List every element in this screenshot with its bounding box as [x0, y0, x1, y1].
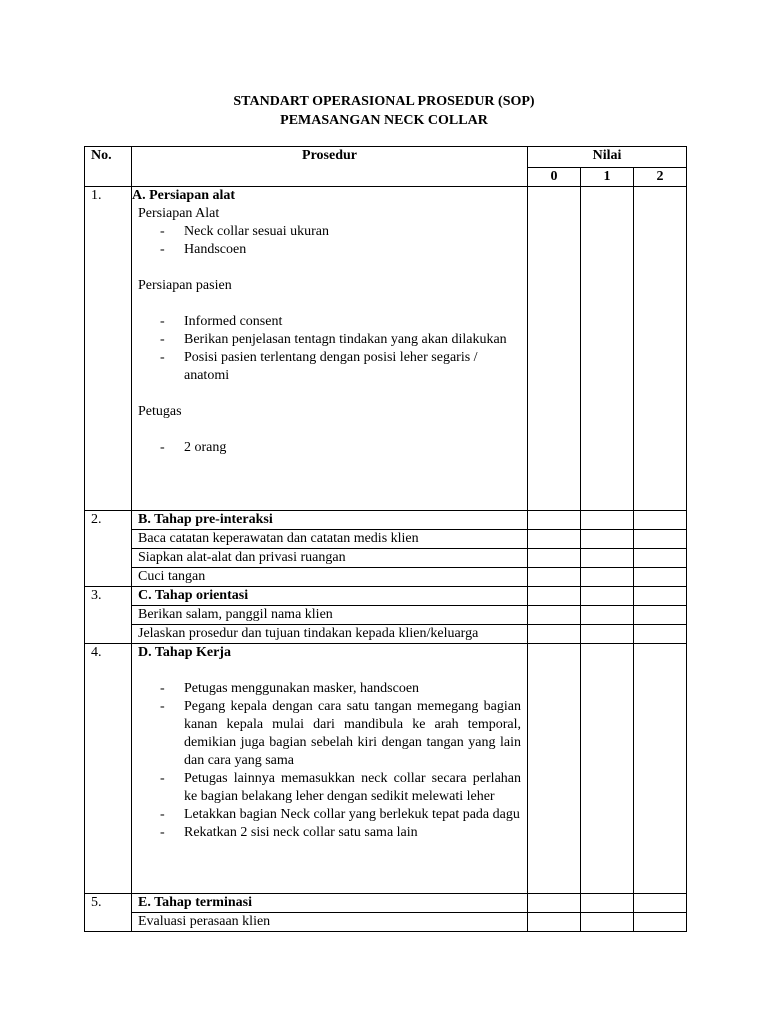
kerja-list — [138, 680, 521, 842]
score-cell[interactable] — [634, 187, 687, 511]
section-c-heading: C. Tahap orientasi — [132, 587, 528, 606]
list-item: - Berikan penjelasan tentagn tindakan yang akan dilakukan — [160, 331, 521, 349]
pasien-list — [138, 313, 521, 385]
score-cell[interactable] — [634, 644, 687, 894]
row-number: 2. — [85, 511, 132, 587]
score-cell[interactable] — [581, 530, 634, 549]
row-number: 5. — [85, 894, 132, 932]
score-cell[interactable] — [581, 511, 634, 530]
header-score-0: 0 — [528, 168, 581, 187]
score-cell[interactable] — [634, 606, 687, 625]
document-title: STANDART OPERASIONAL PROSEDUR (SOP) — [233, 94, 535, 109]
sop-table — [84, 146, 687, 932]
score-cell[interactable] — [581, 549, 634, 568]
section-e-heading: E. Tahap terminasi — [132, 894, 528, 913]
petugas-list — [138, 439, 521, 457]
score-cell[interactable] — [634, 530, 687, 549]
table-row: Evaluasi perasaan klien — [132, 913, 528, 932]
header-score-1: 1 — [581, 168, 634, 187]
list-item: - Pegang kepala dengan cara satu tangan memegang bagian kanan kepala mulai dari mandibula ke arah temporal, demikian juga bagian sebelah kiri dengan tangan yang lain dan cara yang sama — [160, 698, 521, 770]
header-no: No. — [85, 147, 132, 187]
score-cell[interactable] — [581, 644, 634, 894]
list-item: - Rekatkan 2 sisi neck collar satu sama lain — [160, 824, 521, 842]
row-number: 1. — [85, 187, 132, 511]
score-cell[interactable] — [634, 568, 687, 587]
list-item: - Handscoen — [160, 241, 521, 259]
petugas-label: Petugas — [138, 404, 182, 419]
row-number: 4. — [85, 644, 132, 894]
score-cell[interactable] — [634, 587, 687, 606]
section-d-cell — [132, 644, 528, 894]
section-a-cell — [132, 187, 528, 511]
section-d-heading: D. Tahap Kerja — [138, 645, 231, 660]
score-cell[interactable] — [581, 625, 634, 644]
score-cell[interactable] — [528, 549, 581, 568]
list-item: - Posisi pasien terlentang dengan posisi leher segaris / anatomi — [160, 349, 521, 385]
list-item: - Letakkan bagian Neck collar yang berlekuk tepat pada dagu — [160, 806, 521, 824]
header-score-2: 2 — [634, 168, 687, 187]
list-item: - Neck collar sesuai ukuran — [160, 223, 521, 241]
score-cell[interactable] — [581, 187, 634, 511]
score-cell[interactable] — [581, 894, 634, 913]
alat-list — [138, 223, 521, 259]
table-row: Berikan salam, panggil nama klien — [132, 606, 528, 625]
list-item: - 2 orang — [160, 439, 521, 457]
score-cell[interactable] — [528, 625, 581, 644]
score-cell[interactable] — [634, 625, 687, 644]
table-row: Jelaskan prosedur dan tujuan tindakan kepada klien/keluarga — [132, 625, 528, 644]
header-nilai: Nilai — [528, 147, 687, 168]
score-cell[interactable] — [581, 606, 634, 625]
header-prosedur: Prosedur — [132, 147, 528, 187]
score-cell[interactable] — [581, 568, 634, 587]
list-item: - Petugas lainnya memasukkan neck collar secara perlahan ke bagian belakang leher dengan sedikit melewati leher — [160, 770, 521, 806]
score-cell[interactable] — [528, 606, 581, 625]
score-cell[interactable] — [528, 568, 581, 587]
pasien-label: Persiapan pasien — [138, 278, 232, 293]
score-cell[interactable] — [634, 913, 687, 932]
list-item: - Informed consent — [160, 313, 521, 331]
table-row: Baca catatan keperawatan dan catatan medis klien — [132, 530, 528, 549]
score-cell[interactable] — [528, 894, 581, 913]
section-b-heading: B. Tahap pre-interaksi — [132, 511, 528, 530]
score-cell[interactable] — [634, 549, 687, 568]
score-cell[interactable] — [528, 913, 581, 932]
score-cell[interactable] — [528, 587, 581, 606]
document-subtitle: PEMASANGAN NECK COLLAR — [280, 113, 488, 128]
table-row: Cuci tangan — [132, 568, 528, 587]
score-cell[interactable] — [581, 587, 634, 606]
table-row: Siapkan alat-alat dan privasi ruangan — [132, 549, 528, 568]
row-number: 3. — [85, 587, 132, 644]
score-cell[interactable] — [528, 644, 581, 894]
score-cell[interactable] — [528, 511, 581, 530]
list-item: - Petugas menggunakan masker, handscoen — [160, 680, 521, 698]
score-cell[interactable] — [581, 913, 634, 932]
score-cell[interactable] — [634, 511, 687, 530]
score-cell[interactable] — [634, 894, 687, 913]
score-cell[interactable] — [528, 530, 581, 549]
alat-label: Persiapan Alat — [138, 206, 220, 221]
section-a-heading: A. Persiapan alat — [132, 188, 236, 203]
score-cell[interactable] — [528, 187, 581, 511]
